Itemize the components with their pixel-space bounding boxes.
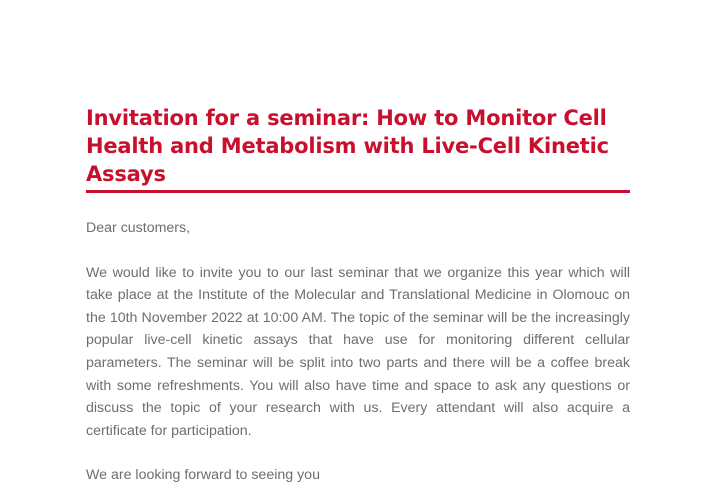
page-title: Invitation for a seminar: How to Monitor Cell Health and Metabolism with Live-Cell Kinetic Assays (86, 104, 630, 193)
document-page (86, 104, 630, 487)
greeting-text: Dear customers, (86, 220, 191, 236)
closing-text: We are looking forward to seeing you (86, 467, 320, 484)
invitation-body-text: We would like to invite you to our last seminar that we organize this year which will take place at the Institute of the Molecular and Translational Medicine in Olomouc on the 10th November 2022 at 10:00 AM. The topic of the seminar will be the increasingly popular live-cell kinetic assays that have use for monitoring different cellular parameters. The seminar will be split into two parts and there will be a coffee break with some refreshments. You will also have time and space to ask any questions or discuss the topic of your research with us. Every attendant will also acquire a certificate for participation. (86, 264, 630, 439)
